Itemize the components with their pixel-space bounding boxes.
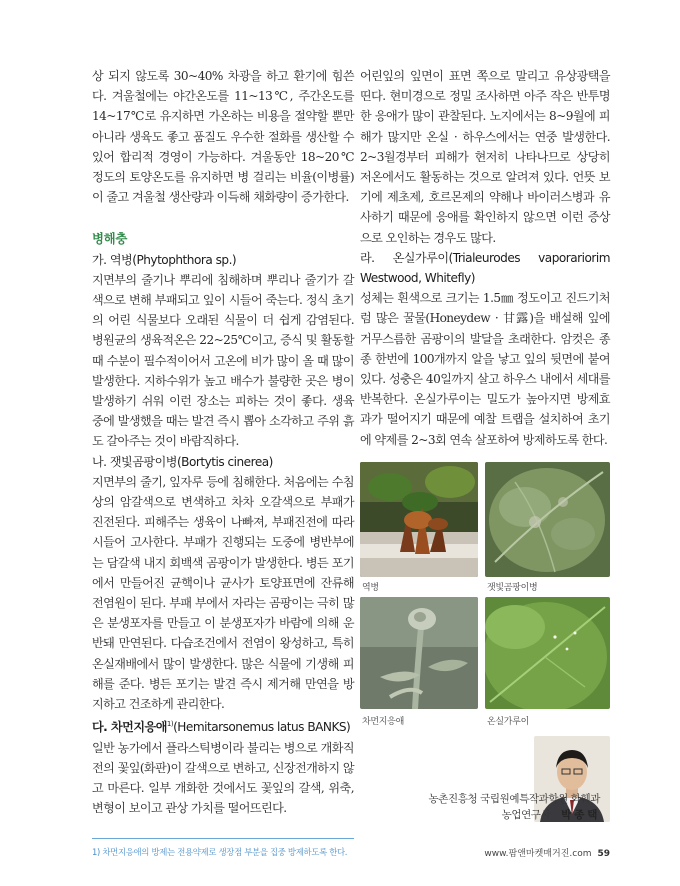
caption-whitefly: 온실가루이 (487, 717, 529, 727)
whitefly-leaf-icon (485, 597, 610, 709)
site-url[interactable]: www.팜앤마켓매거진.com (484, 849, 592, 859)
item-c-latin: (Hemitarsonemus latus BANKS) (173, 720, 351, 735)
item-a-body: 지면부의 줄기나 뿌리에 침해하며 뿌리나 줄기가 갈색으로 변해 부패되고 잎이 시들어 죽는다. 정식 초기의 어린 식물보다 오래된 식물이 더 쉽게 감염된다. 병원균의 생육적온은 22~25℃이고, 증식 및 활동할 때 수분이 필수적이어서 고온에 비가 많이 올 때 많이 발생한다. 지하수위가 높고 배수가 불량한 곳은 병이 발생하기 쉬워 이런 장소는 피하는 것이 좋다. 생육 중에 발생했을 때는 발견 즉시 뽑아 소각하고 주위 흙도 갈아주는 것이 바람직하다. (92, 272, 354, 449)
author-role: 농업연구사 (501, 809, 551, 821)
item-c-body: 일반 농가에서 플라스틱병이라 불리는 병으로 개화직전의 꽃잎(화판)이 갈색으로 변하고, 신장전개하지 않고 마른다. 일부 개화한 것에서도 꽃잎의 갈색, 위축, 변형이 보이고 관상 가치를 떨어뜨린다. (92, 740, 354, 816)
footnote: 1) 차먼지응애의 방제는 전용약제로 생장점 부분을 집중 방제하도록 한다. (92, 847, 348, 857)
right-column (360, 66, 610, 450)
page-number: 59 (597, 849, 610, 859)
author-affiliation: 농촌진흥청 국립원예특작과학원 화훼과 (428, 793, 600, 805)
section-title-pests: 병해충 (92, 231, 128, 247)
footnote-divider (92, 838, 354, 839)
phytophthora-plant-icon (360, 462, 478, 577)
caption-broad-mite: 차먼지응애 (362, 717, 404, 727)
photo-whitefly (485, 597, 610, 709)
caption-gray-mold: 잿빛곰팡이병 (487, 583, 538, 593)
page-info (484, 846, 610, 859)
item-c-title: 다. 차먼지응애 (92, 720, 167, 735)
author-credit (502, 807, 597, 822)
photo-phytophthora (360, 462, 478, 577)
item-b-title: 나. 잿빛곰팡이병(Bortytis cinerea) (92, 454, 273, 469)
photo-gray-mold (485, 462, 610, 577)
item-c-heading (92, 714, 354, 737)
item-d-title: 라. 온실가루이(Trialeurodes vaporariorim Westwood, Whitefly) (360, 250, 610, 286)
broad-mite-plant-icon (360, 597, 478, 709)
footnote-marker: 1) (166, 720, 174, 729)
left-column (92, 66, 354, 818)
gray-mold-leaf-icon (485, 462, 610, 577)
item-b-body: 지면부의 줄기, 잎자루 등에 침해한다. 처음에는 수침상의 암갈색으로 변색하고 차차 오갈색으로 부패가 진전된다. 피해주는 생육이 나빠져, 부패진전에 따라 시들어 고사한다. 부패가 진행되는 도중에 병반부에는 담갈색 내지 회백색 곰팡이가 발생한다. 병든 포기에서 만들어진 균핵이나 균사가 토양표면에 잔류해 전염원이 된다. 부패 부에서 자라는 곰팡이는 극히 많은 분생포자를 만들고 이 분생포자가 바람에 의해 운반돼 만연된다. 다습조건에서 전염이 왕성하고, 특히 온실재배에서 많이 발생한다. 많은 식물에 기생해 피해를 준다. 병든 포기는 발견 즉시 제거해 만연을 방지하고 건조하게 관리한다. (92, 474, 354, 712)
author-name: 박 종 택 (561, 809, 597, 821)
intro-paragraph: 상 되지 않도록 30~40% 차광을 하고 환기에 힘쓴다. 겨울철에는 야간온도를 11~13℃, 주간온도를 14~17℃로 유지하면 가온하는 비용을 절약할 뿐만 아니라 생육도 좋고 품질도 우수한 절화를 생산할 수 있어 합리적 경영이 가능하다. 겨울동안 18~20℃ 정도의 토양온도를 유지하면 병 걸리는 비율(이병률)이 줄고 겨울철 생산량과 이득해 채화량이 증가한다. (92, 69, 354, 205)
caption-phytophthora: 역병 (362, 583, 379, 593)
continued-paragraph: 어린잎의 잎면이 표면 쪽으로 말리고 유상광택을 띤다. 현미경으로 정밀 조사하면 아주 작은 반투명한 응애가 많이 관찰된다. 노지에서는 8~9월에 피해가 많지만 온실 · 하우스에서는 연중 발생한다. 2~3월경부터 피해가 현저히 나타나므로 상당히 저온에서도 활동하는 것으로 알려져 있다. 언뜻 보기에 제초제, 호르몬제의 약해나 바이러스병과 유사하기 때문에 응애를 확인하지 않으면 이런 증상으로 오인하는 경우도 많다. (360, 69, 610, 245)
item-d-body: 성체는 흰색으로 크기는 1.5㎜ 정도이고 진드기처럼 많은 꿀물(Honeydew · 甘露)을 배설해 잎에 거무스름한 곰팡이의 발달을 초래한다. 암컷은 종종 한번에 100개까지 알을 낳고 잎의 뒷면에 붙여 있다. 성충은 40일까지 살고 하우스 내에서 세대를 반복한다. 온실가루이는 밀도가 높아지면 방제효과가 떨어지기 때문에 예찰 트랩을 설치하여 초기에 약제를 2~3회 연속 살포하여 방제하도록 한다. (360, 291, 610, 447)
item-a-title: 가. 역병(Phytophthora sp.) (92, 252, 237, 267)
photo-broad-mite (360, 597, 478, 709)
